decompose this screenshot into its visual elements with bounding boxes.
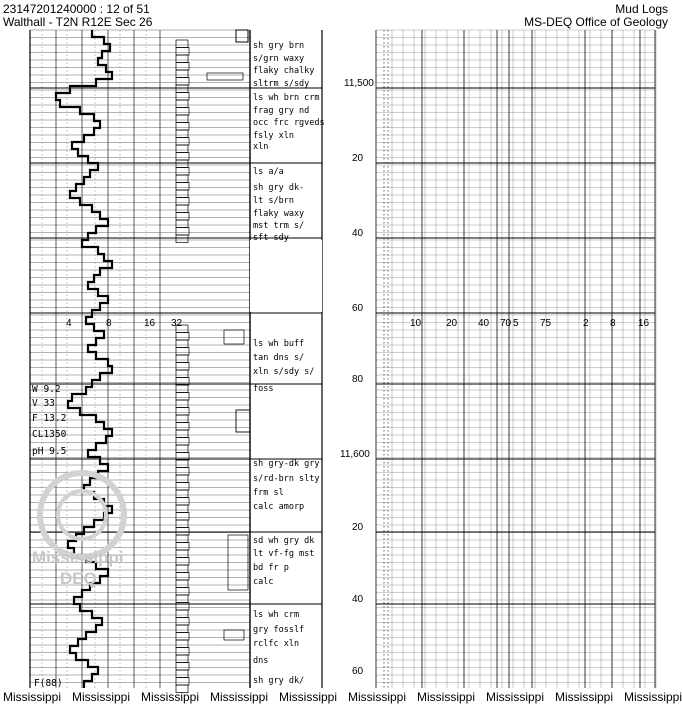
lithology-description: rclfc xln bbox=[253, 639, 300, 649]
lithology-cell bbox=[236, 30, 248, 42]
right-scale-tick: 5 bbox=[513, 318, 519, 329]
document-type: Mud Logs bbox=[615, 2, 668, 16]
lithology-cell bbox=[176, 528, 189, 536]
lithology-cell bbox=[176, 130, 188, 138]
watermark-text: Mississippi bbox=[32, 548, 124, 567]
lithology-cell bbox=[176, 663, 189, 671]
footer-label: Mississippi bbox=[555, 690, 614, 704]
left-scale-tick: 4 bbox=[66, 318, 72, 329]
lithology-description: fsly xln bbox=[253, 131, 294, 141]
lithology-description: ls wh crm bbox=[253, 610, 300, 620]
lithology-description: lt s/brn bbox=[253, 196, 294, 206]
lithology-cell bbox=[176, 48, 189, 56]
mud-property: V 33 bbox=[32, 398, 55, 409]
mud-property: pH 9.5 bbox=[32, 446, 67, 457]
agency-name: MS-DEQ Office of Geology bbox=[524, 15, 668, 29]
lithology-description: mst trm s/ bbox=[253, 221, 305, 231]
lithology-description: s/grn waxy bbox=[253, 54, 305, 64]
watermark-subtext: DEQ bbox=[60, 569, 97, 588]
lithology-description: ls a/a bbox=[253, 167, 284, 177]
lithology-cell bbox=[176, 460, 188, 468]
lithology-cell bbox=[176, 213, 189, 221]
lithology-description: s/rd-brn slty bbox=[253, 474, 320, 484]
right-scale-tick: 40 bbox=[478, 318, 490, 329]
footer-label: Mississippi bbox=[417, 690, 476, 704]
lithology-cell bbox=[176, 655, 188, 663]
well-location: Walthall - T2N R12E Sec 26 bbox=[3, 15, 153, 29]
footer-label: Mississippi bbox=[3, 690, 62, 704]
depth-label: 11,500 bbox=[344, 78, 374, 89]
lithology-cell bbox=[176, 115, 188, 123]
lithology-cell bbox=[176, 595, 188, 603]
lithology-cell bbox=[176, 520, 188, 528]
lithology-cell bbox=[176, 640, 188, 648]
lithology-cell bbox=[176, 400, 188, 408]
lithology-cell bbox=[176, 160, 188, 168]
right-scale-tick: 20 bbox=[446, 318, 458, 329]
lithology-cell bbox=[176, 430, 188, 438]
right-scale-tick: 70 bbox=[500, 318, 512, 329]
lithology-cell bbox=[176, 340, 188, 348]
lithology-cell bbox=[176, 625, 188, 633]
lithology-cell bbox=[176, 183, 189, 191]
lithology-cell bbox=[176, 423, 189, 431]
lithology-cell bbox=[176, 550, 188, 558]
lithology-cell bbox=[176, 198, 189, 206]
lithology-cell bbox=[176, 228, 189, 236]
lithology-cell bbox=[176, 40, 188, 48]
right-scale-tick: 8 bbox=[610, 318, 616, 329]
right-scale-tick: 75 bbox=[540, 318, 552, 329]
lithology-description: lt vf-fg mst bbox=[253, 549, 315, 559]
mud-property: CL1350 bbox=[32, 429, 67, 440]
lithology-cell bbox=[176, 648, 189, 656]
lithology-description: gry fosslf bbox=[253, 625, 305, 635]
depth-label: 40 bbox=[352, 228, 364, 239]
lithology-cell bbox=[176, 168, 189, 176]
lithology-cell bbox=[176, 633, 189, 641]
lithology-cell bbox=[176, 370, 188, 378]
depth-label: 20 bbox=[352, 522, 364, 533]
footer-label: Mississippi bbox=[486, 690, 545, 704]
lithology-cell bbox=[176, 580, 188, 588]
lithology-cell bbox=[176, 543, 189, 551]
lithology-cell bbox=[176, 678, 189, 686]
lithology-description: frag gry nd bbox=[253, 106, 310, 116]
footer-label: Mississippi bbox=[72, 690, 131, 704]
bottom-marker: F(88) bbox=[34, 678, 63, 689]
lithology-description: calc bbox=[253, 577, 274, 587]
right-log-grid bbox=[376, 30, 656, 688]
right-scale-tick: 10 bbox=[410, 318, 422, 329]
lithology-cell bbox=[224, 630, 244, 640]
lithology-cell bbox=[176, 100, 188, 108]
depth-label: 20 bbox=[352, 153, 364, 164]
lithology-description: xln s/sdy s/ bbox=[253, 367, 315, 377]
drill-rate-curve bbox=[56, 30, 112, 688]
lithology-cell bbox=[176, 190, 188, 198]
lithology-cell bbox=[176, 235, 188, 243]
lithology-cell bbox=[176, 175, 188, 183]
lithology-cell bbox=[207, 73, 243, 80]
lithology-description: sh gry dk/ bbox=[253, 676, 305, 686]
lithology-cell bbox=[176, 558, 189, 566]
lithology-description: dns bbox=[253, 656, 269, 666]
footer-label: Mississippi bbox=[279, 690, 338, 704]
lithology-cell bbox=[176, 145, 188, 153]
lithology-cell bbox=[176, 70, 188, 78]
lithology-description: sltrm s/sdy bbox=[253, 79, 310, 89]
well-id-page: 23147201240000 : 12 of 51 bbox=[3, 2, 150, 16]
lithology-cell bbox=[176, 565, 188, 573]
grid-line bbox=[250, 240, 322, 312]
lithology-cell bbox=[176, 333, 189, 341]
right-scale-tick: 16 bbox=[638, 318, 650, 329]
lithology-cell bbox=[176, 535, 188, 543]
lithology-description: sd wh gry dk bbox=[253, 536, 315, 546]
lithology-cell bbox=[176, 618, 189, 626]
mud-property: F 13.2 bbox=[32, 413, 67, 424]
lithology-cell bbox=[176, 670, 188, 678]
lithology-cell bbox=[176, 85, 188, 93]
lithology-cell bbox=[176, 355, 188, 363]
lithology-cell bbox=[176, 78, 189, 86]
lithology-description: ls wh brn crm bbox=[253, 93, 320, 103]
lithology-description: foss bbox=[253, 384, 274, 394]
lithology-cell bbox=[176, 445, 188, 453]
right-scale-tick: 2 bbox=[583, 318, 589, 329]
footer-label: Mississippi bbox=[141, 690, 200, 704]
left-scale-tick: 8 bbox=[106, 318, 112, 329]
lithology-description: flaky waxy bbox=[253, 209, 305, 219]
lithology-cell bbox=[176, 55, 188, 63]
lithology-description: flaky chalky bbox=[253, 66, 315, 76]
lithology-description: occ frc rgveds bbox=[253, 118, 325, 128]
lithology-cell bbox=[176, 363, 189, 371]
lithology-cell bbox=[176, 513, 189, 521]
lithology-cell bbox=[176, 498, 189, 506]
depth-label: 80 bbox=[352, 374, 364, 385]
drill-rate-curve-path bbox=[56, 30, 112, 688]
footer-label: Mississippi bbox=[348, 690, 407, 704]
lithology-cell bbox=[176, 393, 189, 401]
lithology-cell bbox=[176, 468, 189, 476]
lithology-description: sh gry-dk gry bbox=[253, 459, 320, 469]
lithology-description: sh gry dk- bbox=[253, 183, 305, 193]
mud-property: W 9.2 bbox=[32, 384, 61, 395]
lithology-description: sh gry brn bbox=[253, 41, 305, 51]
lithology-cell bbox=[176, 138, 189, 146]
lithology-cell bbox=[176, 123, 189, 131]
lithology-cell bbox=[176, 93, 189, 101]
lithology-description: calc amorp bbox=[253, 502, 305, 512]
depth-label: 60 bbox=[352, 666, 364, 677]
depth-label: 60 bbox=[352, 303, 364, 314]
lithology-description: tan dns s/ bbox=[253, 353, 305, 363]
footer-label: Mississippi bbox=[210, 690, 269, 704]
left-scale-tick: 16 bbox=[144, 318, 156, 329]
lithology-cell bbox=[176, 348, 189, 356]
lithology-cell bbox=[176, 573, 189, 581]
lithology-description: ls wh buff bbox=[253, 339, 305, 349]
lithology-description: frm sl bbox=[253, 488, 284, 498]
lithology-cell bbox=[176, 505, 188, 513]
lithology-description: sft sdy bbox=[253, 233, 289, 243]
lithology-cell bbox=[176, 415, 188, 423]
lithology-cell bbox=[176, 490, 188, 498]
depth-label: 40 bbox=[352, 594, 364, 605]
lithology-cell bbox=[176, 220, 188, 228]
lithology-cell bbox=[176, 438, 189, 446]
lithology-cell bbox=[176, 408, 189, 416]
lithology-cell bbox=[236, 410, 250, 432]
lithology-description: xln bbox=[253, 142, 269, 152]
lithology-cell bbox=[176, 610, 188, 618]
lithology-column bbox=[176, 30, 250, 693]
footer-label: Mississippi bbox=[624, 690, 682, 704]
lithology-cell bbox=[176, 108, 189, 116]
left-scale-tick: 32 bbox=[171, 318, 183, 329]
lithology-cell bbox=[224, 330, 244, 344]
lithology-cell bbox=[176, 475, 188, 483]
lithology-cell bbox=[176, 385, 188, 393]
lithology-description: bd fr p bbox=[253, 563, 289, 573]
depth-label: 11,600 bbox=[340, 449, 370, 460]
lithology-cell bbox=[176, 483, 189, 491]
lithology-cell bbox=[176, 153, 189, 161]
lithology-cell bbox=[176, 205, 188, 213]
lithology-cell bbox=[176, 588, 189, 596]
lithology-cell bbox=[176, 63, 189, 71]
